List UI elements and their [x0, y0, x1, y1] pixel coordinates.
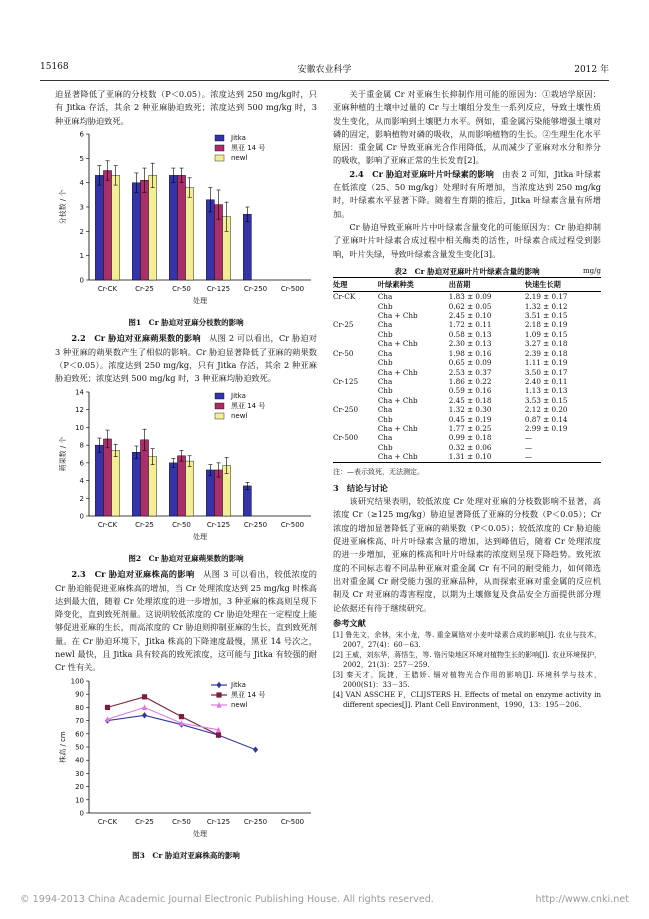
table-cell: Cha [377, 405, 393, 415]
point-marker [105, 704, 110, 709]
series-line [108, 696, 219, 734]
cnki-link[interactable]: http://www.cnki.net [535, 894, 629, 905]
page-number: 15168 [40, 62, 69, 72]
right-paragraph-1: 关于重金属 Cr 对亚麻生长抑制作用可能的原因为：①栽培学原因：亚麻种植的土壤中过量的 Cr 与土壤组分发生一系列反应，导致土壤性质发生变化，从而影响到土壤肥力水平。例如，重金属污染能够增强土壤对磷的固定，影响植物对磷的吸收，从而影响植物的生长。②生理生化水平原因：重金属 Cr 导致亚麻光合作用降低，从而减少了亚麻对水分和养分的吸收，影响了亚麻正常的生长发育[2]。 [333, 89, 601, 166]
y-axis-label: 株高 / cm [59, 730, 67, 763]
y-tick-label: 1 [79, 252, 84, 261]
table-cell: Cha + Chb [377, 367, 418, 377]
bar [103, 170, 111, 280]
page-footer [20, 894, 629, 905]
table-cell: Chb [377, 414, 393, 424]
table-cell [333, 443, 378, 452]
table-cell: Cha + Chb [377, 423, 418, 433]
table-cell: 1.13 ± 0.13 [524, 386, 568, 396]
table-2-caption: 表2 Cr 胁迫对亚麻叶片叶绿素含量的影响 [394, 266, 540, 276]
figure-2-caption: 图2 Cr 胁迫对亚麻蒴果数的影响 [128, 553, 244, 563]
bar [169, 175, 177, 280]
copyright-notice: © 1994-2013 China Academic Journal Electronic Publishing House. All rights reserved. [20, 894, 434, 905]
y-tick-label: 80 [75, 703, 84, 712]
y-tick-label: 4 [79, 179, 84, 188]
y-tick-label: 2 [79, 494, 84, 503]
references-title: 参考文献 [333, 617, 366, 628]
table-cell: 1.83 ± 0.09 [448, 292, 492, 302]
table-cell: Chb [377, 358, 393, 368]
y-axis-label: 蒴果数 / 个 [59, 436, 67, 472]
table-row [333, 311, 601, 320]
x-tick-label: Cr-25 [135, 520, 154, 529]
legend-swatch [215, 403, 224, 409]
bar [186, 461, 194, 516]
section-2-4-text: 由表 2 可知，Jitka 叶绿素在低浓度（25、50 mg/kg）处理时有所增加，当浓度达到 250 mg/kg 时，叶绿素水平显著下降。随着生育期的推后，Jitka 叶绿素含量有所增加。 [333, 168, 601, 219]
table-row [333, 368, 601, 377]
table-header-cell: 出苗期 [449, 277, 525, 291]
table-row [333, 292, 601, 302]
legend-label: 黑亚 14 号 [231, 143, 266, 152]
section-2-3 [55, 568, 317, 674]
bar [112, 175, 120, 280]
y-tick-label: 6 [79, 130, 84, 139]
right-paragraph-3: Cr 胁迫导致亚麻叶片中叶绿素含量变化的可能原因为：Cr 胁迫抑制了亚麻叶片叶绿素合成过程中相关酶类的活性，叶绿素合成过程受到影响，叶片失绿，导致叶绿素含量发生变化[3]。 [333, 221, 601, 259]
x-tick-label: Cr-50 [172, 817, 191, 826]
table-cell: 0.32 ± 0.06 [448, 442, 492, 452]
table-cell [333, 424, 378, 433]
table-cell: Chb [377, 442, 393, 452]
legend-swatch [215, 145, 224, 151]
table-cell: Cha + Chb [377, 395, 418, 405]
table-cell [333, 330, 378, 339]
y-tick-label: 40 [75, 756, 84, 765]
bar [206, 470, 214, 516]
table-row [333, 320, 601, 329]
table-cell: 0.59 ± 0.16 [448, 386, 492, 396]
table-cell: 2.45 ± 0.18 [448, 395, 492, 405]
legend-label: Jitka [231, 133, 246, 142]
x-tick-label: Cr-CK [97, 817, 118, 826]
reference-item: [4] VAN ASSCHE F，CLIJSTERS H. Effects of metal on enzyme activity in different species[J]. Plant Cell Environment，1990，13：195－206. [333, 691, 601, 710]
y-tick-label: 20 [75, 782, 84, 791]
x-tick-label: Cr-125 [206, 520, 231, 529]
x-tick-label: Cr-CK [97, 520, 118, 529]
table-header-cell: 处理 [333, 277, 378, 291]
table-cell [333, 368, 378, 377]
point-marker [216, 692, 221, 697]
table-cell: 2.40 ± 0.11 [524, 376, 568, 386]
x-tick-label: Cr-CK [97, 284, 118, 293]
table-cell [333, 415, 378, 424]
y-tick-label: 12 [75, 405, 84, 414]
table-row [333, 433, 601, 442]
x-tick-label: Cr-500 [280, 284, 305, 293]
table-header-cell: 叶绿素种类 [378, 277, 449, 291]
y-tick-label: 6 [79, 459, 84, 468]
table-row [333, 424, 601, 433]
table-row [333, 339, 601, 348]
table-cell: Cha [377, 433, 393, 443]
table-cell: Cha [377, 320, 393, 330]
point-marker [142, 704, 147, 710]
table-cell: Cha + Chb [377, 311, 418, 321]
table-cell: 0.62 ± 0.05 [448, 301, 492, 311]
table-cell: 0.65 ± 0.09 [448, 358, 492, 368]
section-2-2-text: 从图 2 可以看出，Cr 胁迫对 3 种亚麻的蒴果数产生了相似的影响。Cr 胁迫显著降低了亚麻的蒴果数（P＜0.05）。浓度达到 250 mg/kg，只有 Jitka 存活，其余 2 种亚麻胁迫致死；浓度达到 500 mg/kg 时，3 种亚麻均胁迫致死。 [55, 333, 317, 384]
section-3-text: 该研究结果表明，较低浓度 Cr 处理对亚麻的分枝数影响不显著，高浓度 Cr（≥125 mg/kg）胁迫显著降低了亚麻的分枝数（P＜0.05）；Cr 浓度的增加显著降低了亚麻的蒴果数（P＜0.05）；较低浓度的 Cr 胁迫能促进亚麻株高、叶片叶绿素含量的增加，达到峰值后，随着 Cr 处理浓度的进一步增加，亚麻的株高和叶片叶绿素的浓度则呈现下降趋势。致死浓度的不同标志着不同品种亚麻对重金属 Cr 有不同的耐受能力，如何筛选出对重金属 Cr 耐受能力强的亚麻品种，从而探索亚麻对重金属的反应机制及 Cr 对亚麻的毒害程度，以期为土壤修复及食品安全方面提供部分理论依据还有待于继续研究。 [333, 496, 601, 613]
table-cell: Cha + Chb [377, 339, 418, 349]
point-marker [216, 732, 221, 737]
table-cell [333, 339, 378, 348]
left-paragraph-1: 迫显著降低了亚麻的分枝数（P＜0.05）。浓度达到 250 mg/kg时，只有 Jitka 存活，其余 2 种亚麻胁迫致死；浓度达到 500 mg/kg 时，3 种亚麻均胁迫致死。 [55, 89, 317, 126]
bar [149, 456, 157, 515]
x-axis-label: 处理 [193, 829, 207, 838]
x-tick-label: Cr-250 [243, 520, 268, 529]
table-cell: 1.72 ± 0.11 [448, 320, 492, 330]
bar [243, 214, 251, 280]
table-row [333, 396, 601, 405]
bar [177, 455, 185, 515]
x-tick-label: Cr-500 [280, 520, 305, 529]
y-tick-label: 3 [79, 203, 84, 212]
legend-swatch [215, 393, 224, 399]
legend-swatch [215, 155, 224, 161]
table-cell: 2.53 ± 0.37 [448, 367, 492, 377]
section-2-4-title: 2.4 Cr 胁迫对亚麻叶片叶绿素的影响 [349, 168, 494, 179]
journal-name: 安徽农业科学 [297, 65, 352, 75]
y-tick-label: 60 [75, 729, 84, 738]
x-tick-label: Cr-250 [243, 817, 268, 826]
table-cell: 0.99 ± 0.18 [448, 433, 492, 443]
bar [243, 486, 251, 516]
y-tick-label: 30 [75, 769, 84, 778]
bar [95, 445, 103, 516]
legend-label: 黑亚 14 号 [231, 401, 266, 410]
y-axis-label: 分枝数 / 个 [59, 189, 67, 225]
table-cell: 2.99 ± 0.19 [524, 423, 568, 433]
table-row [333, 386, 601, 395]
plant-height-chart [55, 675, 317, 843]
table-cell: 1.98 ± 0.16 [448, 348, 492, 358]
table-cell [333, 311, 378, 320]
x-tick-label: Cr-25 [135, 284, 154, 293]
x-tick-label: Cr-50 [172, 520, 191, 529]
reference-item: [3] 秦天才，阮捷，王腊娇. 镉对植物光合作用的影响[J]. 环境科学与技术，2000(S1)：33－35. [333, 671, 601, 690]
table-row [333, 349, 601, 358]
table-cell: Cr-CK [333, 292, 356, 302]
table-cell: 3.50 ± 0.17 [524, 367, 568, 377]
table-cell: — [524, 433, 533, 443]
table-cell: Cr-50 [333, 348, 354, 358]
figure-2 [55, 386, 317, 550]
bar [149, 175, 157, 280]
right-column [333, 88, 601, 710]
table-row [333, 405, 601, 414]
table-note: 注：—表示致死，无法测定。 [333, 467, 424, 476]
legend-swatch [215, 135, 224, 141]
x-axis-label: 处理 [193, 296, 207, 305]
section-2-2 [55, 332, 317, 385]
table-row [333, 415, 601, 424]
branch-count-chart [55, 128, 317, 310]
table-cell: 1.32 ± 0.12 [524, 301, 568, 311]
x-tick-label: Cr-125 [206, 284, 231, 293]
table-cell: 2.12 ± 0.20 [524, 405, 568, 415]
figure-3-caption: 图3 Cr 胁迫对亚麻株高的影响 [132, 850, 240, 860]
table-cell [333, 396, 378, 405]
y-tick-label: 14 [75, 388, 84, 397]
table-cell: Cha [377, 292, 393, 302]
table-row [333, 330, 601, 339]
table-cell: Cr-250 [333, 405, 359, 415]
section-3-title: 3 结论与讨论 [333, 482, 388, 493]
table-header-cell: 快速生长期 [525, 277, 601, 291]
table-cell: 1.31 ± 0.10 [449, 452, 525, 462]
legend-label: newl [231, 153, 248, 162]
x-tick-label: Cr-250 [243, 284, 268, 293]
table-cell [333, 302, 378, 311]
point-marker [253, 746, 258, 752]
table-cell: Cha [377, 376, 393, 386]
legend-label: newl [231, 411, 248, 420]
legend-label: Jitka [231, 391, 246, 400]
table-cell: 2.18 ± 0.19 [524, 320, 568, 330]
table-cell [333, 358, 378, 367]
page-header [40, 62, 609, 76]
table-row [333, 377, 601, 386]
table-cell: 2.39 ± 0.18 [524, 348, 568, 358]
reference-list [333, 630, 601, 710]
left-column [55, 88, 317, 864]
table-cell: 2.19 ± 0.17 [524, 292, 568, 302]
y-tick-label: 0 [79, 809, 84, 818]
x-axis-label: 处理 [193, 532, 207, 541]
y-tick-label: 100 [70, 677, 84, 686]
table-cell: 0.45 ± 0.19 [448, 414, 492, 424]
section-2-2-title: 2.2 Cr 胁迫对亚麻蒴果数的影响 [71, 333, 201, 344]
y-tick-label: 50 [75, 743, 84, 752]
table-cell: 1.11 ± 0.19 [524, 358, 568, 368]
y-tick-label: 2 [79, 227, 84, 236]
table-cell: 0.87 ± 0.14 [524, 414, 568, 424]
x-tick-label: Cr-500 [280, 817, 305, 826]
point-marker [142, 694, 147, 699]
table-row [333, 443, 601, 452]
bar [140, 440, 148, 516]
table-cell: Cr-500 [333, 433, 359, 443]
x-tick-label: Cr-50 [172, 284, 191, 293]
legend-swatch [215, 413, 224, 419]
header-rule [40, 80, 609, 81]
y-tick-label: 0 [79, 512, 84, 521]
section-2-3-text: 从图 3 可以看出，较低浓度的 Cr 胁迫能促进亚麻株高的增加，当 Cr 处理浓度达到 25 mg/kg 时株高达到最大值，随着 Cr 处理浓度的进一步增加，3 种亚麻的株高则呈现下降变化，直到致死剂量。这说明较低浓度的 Cr 胁迫处理在一定程度上能够促进亚麻的生长，而高浓度的 Cr 胁迫则抑制亚麻的生长，直到致死剂量。在 Cr 胁迫环境下，Jitka 株高的下降速度最慢，黑亚 14 号次之，newl 最快，且 Jitka 具有较高的致死浓度，这可能与 Jitka 有较强的耐 Cr 性有关。 [55, 569, 317, 673]
table-cell: Cr-25 [333, 320, 354, 330]
bar [169, 463, 177, 516]
y-tick-label: 5 [79, 154, 84, 163]
table-cell: 1.77 ± 0.25 [448, 423, 492, 433]
reference-item: [1] 鲁先文，余林，宋小龙，等. 重金属铬对小麦叶绿素合成的影响[J]. 农业与技术，2007，27(4)：60－63. [333, 631, 601, 650]
table-cell [333, 452, 378, 462]
reference-item: [2] 王威，刘东华，蒋悟生，等. 铬污染地区环境对植物生长的影响[J]. 农业环境保护，2002，21(3)：257－259. [333, 651, 601, 670]
bar [112, 450, 120, 516]
bar [132, 183, 140, 280]
x-tick-label: Cr-25 [135, 817, 154, 826]
table-cell: 1.32 ± 0.30 [448, 405, 492, 415]
table-cell [333, 386, 378, 395]
table-cell: 3.51 ± 0.15 [524, 311, 568, 321]
table-cell: 0.58 ± 0.13 [448, 329, 492, 339]
legend-label: 黑亚 14 号 [231, 690, 266, 699]
table-row [333, 302, 601, 311]
point-marker [216, 681, 221, 687]
y-tick-label: 10 [75, 423, 84, 432]
table-cell: — [524, 442, 533, 452]
table-caption-row [333, 265, 601, 277]
bar [95, 175, 103, 280]
y-tick-label: 90 [75, 690, 84, 699]
table-cell: Chb [377, 386, 393, 396]
table-cell: 1.86 ± 0.22 [448, 376, 492, 386]
table-cell: Chb [377, 301, 393, 311]
table-cell: 1.09 ± 0.15 [524, 329, 568, 339]
point-marker [179, 714, 184, 719]
section-2-4 [333, 168, 601, 221]
chlorophyll-table [333, 277, 601, 463]
table-cell: 3.53 ± 0.15 [524, 395, 568, 405]
section-2-3-title: 2.3 Cr 胁迫对亚麻株高的影响 [71, 569, 195, 580]
table-cell: Cr-125 [333, 376, 359, 386]
bar [132, 452, 140, 516]
bar [103, 439, 111, 516]
table-row [333, 452, 601, 462]
x-tick-label: Cr-125 [206, 817, 231, 826]
legend-label: Jitka [231, 680, 246, 689]
bar [140, 180, 148, 280]
y-tick-label: 0 [79, 276, 84, 285]
figure-3 [55, 675, 317, 847]
bar [186, 187, 194, 279]
y-tick-label: 4 [79, 476, 84, 485]
table-cell: Chb [377, 329, 393, 339]
figure-1 [55, 128, 317, 314]
table-cell: Cha [377, 348, 393, 358]
y-tick-label: 8 [79, 441, 84, 450]
y-tick-label: 10 [75, 795, 84, 804]
table-cell: Cha + Chb [378, 452, 449, 462]
point-marker [142, 712, 147, 718]
table-row [333, 358, 601, 367]
table-cell: 2.45 ± 0.10 [448, 311, 492, 321]
table-unit: mg/g [583, 266, 601, 275]
table-cell: — [525, 452, 601, 462]
bar [177, 175, 185, 280]
capsule-count-chart [55, 386, 317, 546]
table-cell: 3.27 ± 0.18 [524, 339, 568, 349]
table-header-row [333, 277, 601, 291]
journal-year: 2012 年 [574, 65, 609, 75]
legend-label: newl [231, 700, 248, 709]
y-tick-label: 70 [75, 716, 84, 725]
figure-1-caption: 图1 Cr 胁迫对亚麻分枝数的影响 [128, 318, 244, 328]
table-cell: 2.30 ± 0.13 [448, 339, 492, 349]
